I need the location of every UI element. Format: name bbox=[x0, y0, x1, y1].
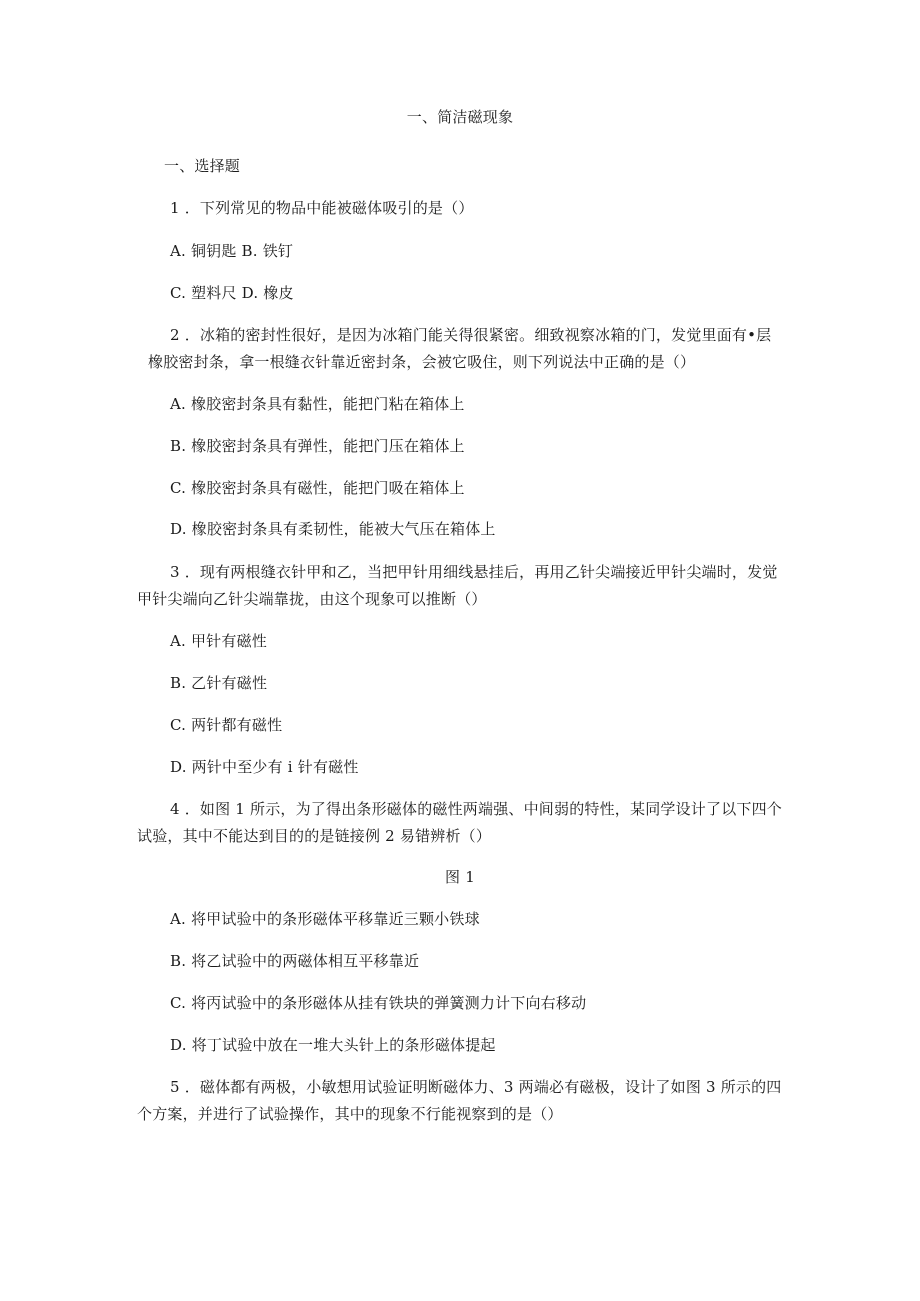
question-2-stem-line-1: 2 ．冰箱的密封性很好，是因为冰箱门能关得很紧密。细致视察冰箱的门，发觉里面有•层 bbox=[170, 326, 772, 344]
question-4-stem-line-2: 试验，其中不能达到目的的是链接例 2 易错辨析（） bbox=[137, 827, 492, 845]
figure-1-label: 图 1 bbox=[445, 868, 475, 886]
question-4-option-c: C. 将丙试验中的条形磁体从挂有铁块的弹簧测力计下向右移动 bbox=[170, 994, 587, 1012]
question-5-stem-line-2: 个方案，并进行了试验操作，其中的现象不行能视察到的是（） bbox=[137, 1105, 563, 1123]
question-2-option-d: D. 橡胶密封条具有柔韧性，能被大气压在箱体上 bbox=[170, 520, 496, 538]
question-4-option-b: B. 将乙试验中的两磁体相互平移靠近 bbox=[170, 952, 420, 970]
question-2-option-a: A. 橡胶密封条具有黏性，能把门粘在箱体上 bbox=[170, 395, 465, 413]
question-3-option-d: D. 两针中至少有 i 针有磁性 bbox=[170, 758, 359, 776]
question-1-stem: 1 ．下列常见的物品中能被磁体吸引的是（） bbox=[170, 199, 474, 217]
question-3-stem-line-2: 甲针尖端向乙针尖端靠拢，由这个现象可以推断（） bbox=[137, 590, 487, 608]
question-4-option-d: D. 将丁试验中放在一堆大头针上的条形磁体提起 bbox=[170, 1036, 496, 1054]
question-3-option-b: B. 乙针有磁性 bbox=[170, 674, 268, 692]
question-1-option-cd: C. 塑料尺 D. 橡皮 bbox=[170, 284, 294, 302]
question-3-stem-line-1: 3 ．现有两根缝衣针甲和乙，当把甲针用细线悬挂后，再用乙针尖端接近甲针尖端时，发觉 bbox=[170, 563, 778, 581]
question-2-stem-line-2: 橡胶密封条，拿一根缝衣针靠近密封条，会被它吸住，则下列说法中正确的是（） bbox=[148, 353, 696, 371]
question-3-option-c: C. 两针都有磁性 bbox=[170, 716, 283, 734]
section-heading: 一、选择题 bbox=[164, 157, 241, 175]
question-4-option-a: A. 将甲试验中的条形磁体平移靠近三颗小铁球 bbox=[170, 910, 480, 928]
question-1-option-ab: A. 铜钥匙 B. 铁钉 bbox=[170, 242, 294, 260]
question-5-stem-line-1: 5 ．磁体都有两极，小敏想用试验证明断磁体力、3 两端必有磁极，设计了如图 3 所示的四 bbox=[170, 1078, 782, 1096]
document-title: 一、简洁磁现象 bbox=[406, 108, 514, 126]
question-4-stem-line-1: 4 ．如图 1 所示，为了得出条形磁体的磁性两端强、中间弱的特性，某同学设计了以下四个 bbox=[170, 800, 782, 818]
question-3-option-a: A. 甲针有磁性 bbox=[170, 632, 267, 650]
question-2-option-c: C. 橡胶密封条具有磁性，能把门吸在箱体上 bbox=[170, 479, 465, 497]
question-2-option-b: B. 橡胶密封条具有弹性，能把门压在箱体上 bbox=[170, 437, 465, 455]
